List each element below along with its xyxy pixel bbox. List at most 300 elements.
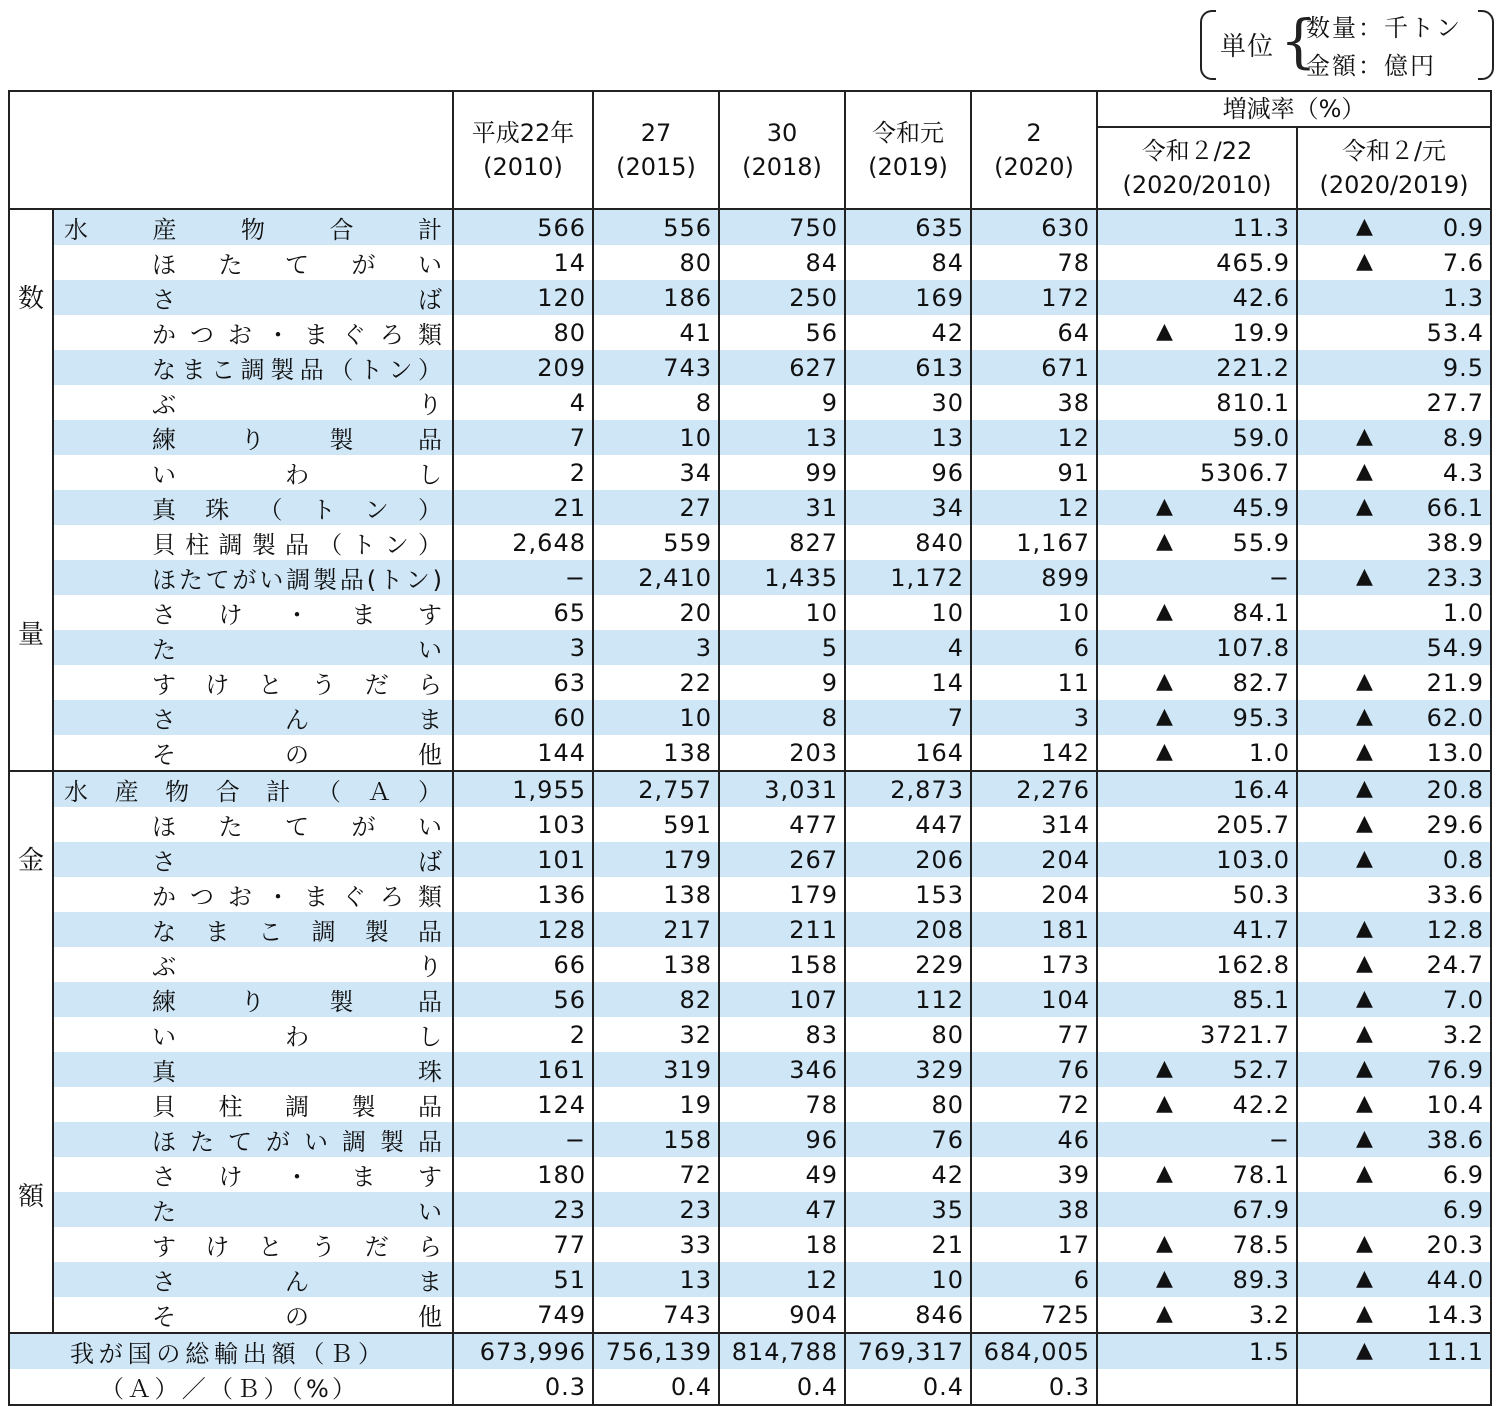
value-cell: 91 xyxy=(971,455,1097,490)
value-cell: 769,317 xyxy=(845,1333,971,1369)
rate-value: 8.9 xyxy=(1442,423,1484,452)
row-label: すけとうだら xyxy=(53,665,453,700)
rate-value: 20.3 xyxy=(1426,1230,1484,1259)
rate-value: 95.3 xyxy=(1232,703,1290,732)
value-cell: 0.3 xyxy=(971,1369,1097,1405)
rate-value: 3721.7 xyxy=(1200,1020,1290,1049)
rate-cell xyxy=(1297,1087,1491,1122)
row-label: かつお・まぐろ類 xyxy=(53,877,453,912)
rate-value: 0.9 xyxy=(1442,213,1484,242)
rate-cell xyxy=(1097,1227,1297,1262)
rate-cell xyxy=(1097,245,1297,280)
value-cell: 173 xyxy=(971,947,1097,982)
category-char-bottom: 量 xyxy=(18,620,45,650)
value-cell: 1,955 xyxy=(453,771,593,807)
table-row xyxy=(9,1333,1491,1369)
table-row xyxy=(9,1262,1491,1297)
value-cell: 46 xyxy=(971,1122,1097,1157)
decrease-triangle-icon: ▲ xyxy=(1356,458,1373,484)
table-row xyxy=(9,245,1491,280)
rate-value: 29.6 xyxy=(1426,810,1484,839)
value-cell: 2,410 xyxy=(593,560,719,595)
rate-cell xyxy=(1297,315,1491,350)
value-cell: 0.4 xyxy=(719,1369,845,1405)
table-row xyxy=(9,1157,1491,1192)
quantity-category-label xyxy=(9,209,53,771)
rate-value: 42.6 xyxy=(1232,283,1290,312)
value-cell: 82 xyxy=(593,982,719,1017)
row-label: 水産物合計（Ａ） xyxy=(53,771,453,807)
row-label: いわし xyxy=(53,1017,453,1052)
table-row xyxy=(9,455,1491,490)
rate-value: − xyxy=(1268,1125,1290,1154)
rate-cell xyxy=(1097,1369,1297,1405)
header-blank xyxy=(9,91,453,209)
value-cell: 846 xyxy=(845,1297,971,1333)
table-row xyxy=(9,912,1491,947)
value-cell: 19 xyxy=(593,1087,719,1122)
value-cell: 447 xyxy=(845,807,971,842)
unit-amount: 金額：億円 xyxy=(1306,52,1436,80)
value-cell: 8 xyxy=(719,700,845,735)
rate-cell xyxy=(1297,280,1491,315)
rate-value: 62.0 xyxy=(1426,703,1484,732)
value-cell: 78 xyxy=(971,245,1097,280)
decrease-triangle-icon: ▲ xyxy=(1156,1160,1173,1186)
value-cell: 180 xyxy=(453,1157,593,1192)
table-row xyxy=(9,280,1491,315)
rate-cell xyxy=(1297,807,1491,842)
rate-cell xyxy=(1097,1122,1297,1157)
value-cell: 267 xyxy=(719,842,845,877)
value-cell: 1,435 xyxy=(719,560,845,595)
decrease-triangle-icon: ▲ xyxy=(1156,1055,1173,1081)
rate-value: 1.3 xyxy=(1442,283,1484,312)
table-row xyxy=(9,420,1491,455)
rate-cell xyxy=(1297,630,1491,665)
rate-cell xyxy=(1097,280,1297,315)
category-char-top: 金 xyxy=(18,846,45,876)
value-cell: 10 xyxy=(719,595,845,630)
value-cell: 18 xyxy=(719,1227,845,1262)
value-cell: 11 xyxy=(971,665,1097,700)
row-label: 貝柱調製品（トン） xyxy=(53,525,453,560)
rate-value: 89.3 xyxy=(1232,1265,1290,1294)
decrease-triangle-icon: ▲ xyxy=(1156,598,1173,624)
value-cell: 84 xyxy=(719,245,845,280)
value-cell: 209 xyxy=(453,350,593,385)
decrease-triangle-icon: ▲ xyxy=(1356,668,1373,694)
value-cell: 80 xyxy=(593,245,719,280)
table-row xyxy=(9,209,1491,245)
value-cell: 138 xyxy=(593,877,719,912)
value-cell: 3 xyxy=(593,630,719,665)
decrease-triangle-icon: ▲ xyxy=(1156,318,1173,344)
rate-cell xyxy=(1297,735,1491,771)
rate-value: 41.7 xyxy=(1232,915,1290,944)
value-cell: 3 xyxy=(453,630,593,665)
value-cell: 38 xyxy=(971,385,1097,420)
value-cell: 13 xyxy=(845,420,971,455)
table-row xyxy=(9,982,1491,1017)
rate-cell xyxy=(1297,560,1491,595)
decrease-triangle-icon: ▲ xyxy=(1156,493,1173,519)
rate-cell xyxy=(1297,1052,1491,1087)
value-cell: 0.3 xyxy=(453,1369,593,1405)
row-label: たい xyxy=(53,1192,453,1227)
table-row xyxy=(9,385,1491,420)
value-cell: 7 xyxy=(453,420,593,455)
value-cell: 14 xyxy=(453,245,593,280)
value-cell: 6 xyxy=(971,1262,1097,1297)
decrease-triangle-icon: ▲ xyxy=(1356,810,1373,836)
rate-value: 59.0 xyxy=(1232,423,1290,452)
value-cell: 120 xyxy=(453,280,593,315)
rate-cell xyxy=(1297,1192,1491,1227)
value-cell: 41 xyxy=(593,315,719,350)
rate-cell xyxy=(1297,842,1491,877)
value-cell: 186 xyxy=(593,280,719,315)
amount-category-label xyxy=(9,771,53,1333)
value-cell: 346 xyxy=(719,1052,845,1087)
header-rate-0: 令和２/22 (2020/2010) xyxy=(1097,127,1297,209)
rate-cell xyxy=(1097,700,1297,735)
value-cell: 51 xyxy=(453,1262,593,1297)
value-cell: 161 xyxy=(453,1052,593,1087)
rate-cell xyxy=(1297,1017,1491,1052)
rate-value: 76.9 xyxy=(1426,1055,1484,1084)
rate-value: 45.9 xyxy=(1232,493,1290,522)
rate-value: 9.5 xyxy=(1442,353,1484,382)
value-cell: 7 xyxy=(845,700,971,735)
value-cell: 49 xyxy=(719,1157,845,1192)
rate-cell xyxy=(1097,420,1297,455)
unit-brace-icon: { xyxy=(1280,7,1317,75)
value-cell: 72 xyxy=(593,1157,719,1192)
value-cell: 4 xyxy=(845,630,971,665)
table-row xyxy=(9,1017,1491,1052)
value-cell: 3 xyxy=(971,700,1097,735)
value-cell: 77 xyxy=(971,1017,1097,1052)
value-cell: 217 xyxy=(593,912,719,947)
table-row xyxy=(9,842,1491,877)
decrease-triangle-icon: ▲ xyxy=(1356,915,1373,941)
rate-value: 1.0 xyxy=(1442,598,1484,627)
table-row xyxy=(9,1087,1491,1122)
row-label: いわし xyxy=(53,455,453,490)
rate-cell xyxy=(1297,1122,1491,1157)
rate-value: 14.3 xyxy=(1426,1300,1484,1329)
rate-cell xyxy=(1297,1369,1491,1405)
rate-value: 5306.7 xyxy=(1200,458,1290,487)
rate-cell xyxy=(1097,842,1297,877)
value-cell: 1,172 xyxy=(845,560,971,595)
rate-cell xyxy=(1097,350,1297,385)
table-row xyxy=(9,807,1491,842)
value-cell: 181 xyxy=(971,912,1097,947)
value-cell: 112 xyxy=(845,982,971,1017)
rate-cell xyxy=(1097,1297,1297,1333)
decrease-triangle-icon: ▲ xyxy=(1156,1265,1173,1291)
row-label: なまこ調製品 xyxy=(53,912,453,947)
table-row xyxy=(9,1369,1491,1405)
table-row xyxy=(9,1192,1491,1227)
rate-cell xyxy=(1297,1157,1491,1192)
rate-value: 162.8 xyxy=(1216,950,1290,979)
value-cell: 66 xyxy=(453,947,593,982)
value-cell: 96 xyxy=(845,455,971,490)
rate-cell xyxy=(1097,665,1297,700)
rate-value: 85.1 xyxy=(1232,985,1290,1014)
row-label: かつお・まぐろ類 xyxy=(53,315,453,350)
rate-cell xyxy=(1297,385,1491,420)
rate-cell xyxy=(1297,490,1491,525)
value-cell: 138 xyxy=(593,947,719,982)
row-label: 練り製品 xyxy=(53,420,453,455)
table-row xyxy=(9,1297,1491,1333)
rate-value: 6.9 xyxy=(1442,1160,1484,1189)
category-char-top: 数 xyxy=(18,284,45,314)
value-cell: 78 xyxy=(719,1087,845,1122)
value-cell: 63 xyxy=(453,665,593,700)
value-cell: 158 xyxy=(593,1122,719,1157)
value-cell: 23 xyxy=(453,1192,593,1227)
value-cell: 2,757 xyxy=(593,771,719,807)
rate-cell xyxy=(1097,1333,1297,1369)
rate-cell xyxy=(1097,877,1297,912)
value-cell: 4 xyxy=(453,385,593,420)
value-cell: 76 xyxy=(845,1122,971,1157)
rate-cell xyxy=(1097,455,1297,490)
rate-value: 42.2 xyxy=(1232,1090,1290,1119)
value-cell: 47 xyxy=(719,1192,845,1227)
value-cell: 9 xyxy=(719,665,845,700)
table-row xyxy=(9,877,1491,912)
row-label: すけとうだら xyxy=(53,1227,453,1262)
value-cell: 34 xyxy=(593,455,719,490)
value-cell: 319 xyxy=(593,1052,719,1087)
value-cell: 72 xyxy=(971,1087,1097,1122)
decrease-triangle-icon: ▲ xyxy=(1356,213,1373,239)
rate-value: 66.1 xyxy=(1426,493,1484,522)
value-cell: 559 xyxy=(593,525,719,560)
decrease-triangle-icon: ▲ xyxy=(1356,1020,1373,1046)
unit-label: 単位 xyxy=(1220,32,1275,62)
decrease-triangle-icon: ▲ xyxy=(1356,1230,1373,1256)
value-cell: 10 xyxy=(593,420,719,455)
rate-value: 16.4 xyxy=(1232,775,1290,804)
rate-value: 23.3 xyxy=(1426,563,1484,592)
rate-value: 67.9 xyxy=(1232,1195,1290,1224)
decrease-triangle-icon: ▲ xyxy=(1356,1090,1373,1116)
value-cell: 34 xyxy=(845,490,971,525)
rate-value: 4.3 xyxy=(1442,458,1484,487)
rate-value: 84.1 xyxy=(1232,598,1290,627)
value-cell: 814,788 xyxy=(719,1333,845,1369)
value-cell: 743 xyxy=(593,1297,719,1333)
value-cell: 1,167 xyxy=(971,525,1097,560)
rate-value: 12.8 xyxy=(1426,915,1484,944)
value-cell: 756,139 xyxy=(593,1333,719,1369)
rate-cell xyxy=(1297,877,1491,912)
value-cell: 204 xyxy=(971,842,1097,877)
rate-value: 10.4 xyxy=(1426,1090,1484,1119)
rate-value: 205.7 xyxy=(1216,810,1290,839)
value-cell: 64 xyxy=(971,315,1097,350)
value-cell: 0.4 xyxy=(845,1369,971,1405)
value-cell: 158 xyxy=(719,947,845,982)
value-cell: 60 xyxy=(453,700,593,735)
value-cell: − xyxy=(453,560,593,595)
value-cell: 208 xyxy=(845,912,971,947)
rate-value: 11.3 xyxy=(1232,213,1290,242)
rate-value: 13.0 xyxy=(1426,738,1484,767)
rate-value: 1.0 xyxy=(1248,738,1290,767)
rate-cell xyxy=(1097,1262,1297,1297)
value-cell: 591 xyxy=(593,807,719,842)
rate-cell xyxy=(1097,1192,1297,1227)
value-cell: 138 xyxy=(593,735,719,771)
rate-cell xyxy=(1297,455,1491,490)
rate-cell xyxy=(1297,771,1491,807)
value-cell: 153 xyxy=(845,877,971,912)
rate-value: 44.0 xyxy=(1426,1265,1484,1294)
row-label: ほたてがい xyxy=(53,245,453,280)
row-label: 我が国の総輸出額（Ｂ） xyxy=(9,1333,453,1369)
rate-cell xyxy=(1097,947,1297,982)
rate-cell xyxy=(1297,982,1491,1017)
rate-value: 0.8 xyxy=(1442,845,1484,874)
value-cell: 17 xyxy=(971,1227,1097,1262)
value-cell: 30 xyxy=(845,385,971,420)
rate-cell xyxy=(1297,245,1491,280)
value-cell: 5 xyxy=(719,630,845,665)
decrease-triangle-icon: ▲ xyxy=(1356,1337,1373,1363)
value-cell: 14 xyxy=(845,665,971,700)
rate-value: 3.2 xyxy=(1248,1300,1290,1329)
decrease-triangle-icon: ▲ xyxy=(1356,493,1373,519)
header-year-0: 平成22年 (2010) xyxy=(453,91,593,209)
value-cell: 250 xyxy=(719,280,845,315)
value-cell: 684,005 xyxy=(971,1333,1097,1369)
row-label: ほたてがい調製品(トン) xyxy=(53,560,453,595)
value-cell: 206 xyxy=(845,842,971,877)
value-cell: 39 xyxy=(971,1157,1097,1192)
rate-cell xyxy=(1097,1157,1297,1192)
decrease-triangle-icon: ▲ xyxy=(1356,703,1373,729)
row-label: なまこ調製品（トン） xyxy=(53,350,453,385)
value-cell: 556 xyxy=(593,209,719,245)
rate-cell xyxy=(1297,665,1491,700)
row-label: 真珠（トン） xyxy=(53,490,453,525)
table-row xyxy=(9,315,1491,350)
value-cell: 10 xyxy=(845,595,971,630)
value-cell: 35 xyxy=(845,1192,971,1227)
row-label: たい xyxy=(53,630,453,665)
value-cell: 65 xyxy=(453,595,593,630)
table-row xyxy=(9,1052,1491,1087)
decrease-triangle-icon: ▲ xyxy=(1356,845,1373,871)
value-cell: 725 xyxy=(971,1297,1097,1333)
decrease-triangle-icon: ▲ xyxy=(1356,1055,1373,1081)
value-cell: 743 xyxy=(593,350,719,385)
decrease-triangle-icon: ▲ xyxy=(1356,563,1373,589)
value-cell: 103 xyxy=(453,807,593,842)
rate-value: 6.9 xyxy=(1442,1195,1484,1224)
rate-cell xyxy=(1297,525,1491,560)
table-row xyxy=(9,1227,1491,1262)
rate-cell xyxy=(1097,315,1297,350)
rate-value: 53.4 xyxy=(1426,318,1484,347)
rate-value: 82.7 xyxy=(1232,668,1290,697)
row-label: 貝柱調製品 xyxy=(53,1087,453,1122)
decrease-triangle-icon: ▲ xyxy=(1156,1230,1173,1256)
value-cell: 22 xyxy=(593,665,719,700)
value-cell: 904 xyxy=(719,1297,845,1333)
rate-value: 1.5 xyxy=(1248,1337,1290,1366)
decrease-triangle-icon: ▲ xyxy=(1156,668,1173,694)
table-row xyxy=(9,735,1491,771)
rate-value: − xyxy=(1268,563,1290,592)
value-cell: 179 xyxy=(719,877,845,912)
decrease-triangle-icon: ▲ xyxy=(1356,1160,1373,1186)
value-cell: 96 xyxy=(719,1122,845,1157)
table-row xyxy=(9,525,1491,560)
rate-cell xyxy=(1097,807,1297,842)
table-row xyxy=(9,771,1491,807)
value-cell: 314 xyxy=(971,807,1097,842)
unit-paren-left xyxy=(1200,10,1216,80)
rate-value: 38.6 xyxy=(1426,1125,1484,1154)
rate-cell xyxy=(1097,912,1297,947)
value-cell: 899 xyxy=(971,560,1097,595)
value-cell: 635 xyxy=(845,209,971,245)
decrease-triangle-icon: ▲ xyxy=(1156,1090,1173,1116)
unit-note xyxy=(1200,4,1494,80)
rate-cell xyxy=(1297,947,1491,982)
value-cell: 2,648 xyxy=(453,525,593,560)
header-rate-1: 令和２/元 (2020/2019) xyxy=(1297,127,1491,209)
value-cell: 477 xyxy=(719,807,845,842)
value-cell: 33 xyxy=(593,1227,719,1262)
header-rate-title: 増減率（%） xyxy=(1097,91,1491,127)
value-cell: 84 xyxy=(845,245,971,280)
value-cell: 42 xyxy=(845,315,971,350)
header-year-4: 2 (2020) xyxy=(971,91,1097,209)
value-cell: 13 xyxy=(593,1262,719,1297)
rate-cell xyxy=(1097,209,1297,245)
decrease-triangle-icon: ▲ xyxy=(1356,1125,1373,1151)
rate-value: 38.9 xyxy=(1426,528,1484,557)
value-cell: 12 xyxy=(971,420,1097,455)
value-cell: 169 xyxy=(845,280,971,315)
table-row xyxy=(9,490,1491,525)
rate-value: 78.5 xyxy=(1232,1230,1290,1259)
row-label: さけ・ます xyxy=(53,595,453,630)
decrease-triangle-icon: ▲ xyxy=(1356,985,1373,1011)
decrease-triangle-icon: ▲ xyxy=(1156,1300,1173,1326)
rate-cell xyxy=(1097,490,1297,525)
value-cell: 2,873 xyxy=(845,771,971,807)
decrease-triangle-icon: ▲ xyxy=(1356,1300,1373,1326)
decrease-triangle-icon: ▲ xyxy=(1356,423,1373,449)
value-cell: 12 xyxy=(719,1262,845,1297)
rate-cell xyxy=(1097,525,1297,560)
value-cell: 42 xyxy=(845,1157,971,1192)
row-label: 真珠 xyxy=(53,1052,453,1087)
rate-cell xyxy=(1097,735,1297,771)
value-cell: 2,276 xyxy=(971,771,1097,807)
